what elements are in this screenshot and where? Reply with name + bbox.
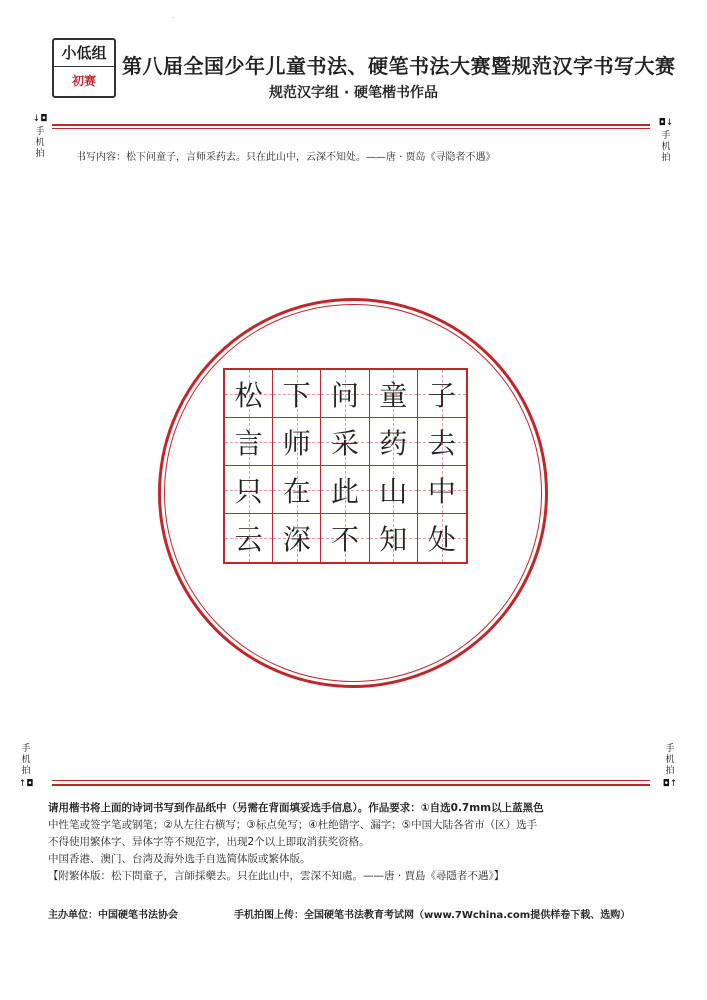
grid-cell: 云: [225, 514, 273, 562]
grid-cell: 处: [418, 514, 466, 562]
grid-cell: 药: [370, 418, 418, 466]
camera-icon: ◘: [40, 114, 48, 124]
grid-cell: 采: [321, 418, 369, 466]
grid-cell: 师: [273, 418, 321, 466]
bottom-rule: [52, 784, 650, 786]
grid-cell: 言: [225, 418, 273, 466]
page-subtitle: 规范汉字组 · 硬笔楷书作品: [268, 85, 439, 101]
grid-cell: 童: [370, 370, 418, 418]
group-level: 小低组: [54, 40, 114, 67]
grid-cell: 深: [273, 514, 321, 562]
photo-marker-bottom-left: 手机拍 ↑◘: [18, 744, 34, 789]
grid-cell: 去: [418, 418, 466, 466]
grid-cell: 只: [225, 466, 273, 514]
photo-marker-label: 手机拍: [21, 744, 31, 776]
grid-cell: 松: [225, 370, 273, 418]
photo-marker-label: 手机拍: [35, 127, 45, 159]
camera-icon: ◘: [658, 118, 666, 128]
photo-marker-label: 手机拍: [665, 744, 675, 776]
grid-cell: 下: [273, 370, 321, 418]
writing-content: 书写内容：松下问童子，言师采药去。只在此山中，云深不知处。——唐 · 贾岛《寻隐者不遇》: [76, 152, 496, 163]
page-title: 第八届全国少年儿童书法、硬笔书法大赛暨规范汉字书写大赛: [122, 54, 676, 78]
grid-cell: 在: [273, 466, 321, 514]
traditional-version: 【附繁体版：松下問童子，言師採藥去。只在此山中，雲深不知處。——唐 · 賈島《尋隱者不遇》】: [48, 870, 505, 882]
round-label: 初赛: [71, 74, 96, 88]
top-rule-thin: [52, 128, 650, 129]
requirements-block: [48, 800, 668, 885]
scan-mark: ′: [172, 16, 174, 24]
requirements-line: 请用楷书将上面的诗词书写到作品纸中（另需在背面填妥选手信息）。作品要求：①自选0.7mm以上蓝黑色: [48, 802, 544, 814]
bottom-rule-thin: [52, 780, 650, 781]
grid-cell: 问: [321, 370, 369, 418]
organizer: 主办单位：中国硬笔书法协会: [48, 910, 178, 921]
grid-cell: 山: [370, 466, 418, 514]
grid-cell: 知: [370, 514, 418, 562]
camera-icon: ◘: [26, 779, 34, 789]
photo-marker-top-right: ◘↓ 手机拍: [658, 118, 674, 163]
requirements-line: 中性笔或签字笔或钢笔；②从左往右横写；③标点免写；④杜绝错字、漏字；⑤中国大陆各省市（区）选手: [48, 819, 538, 831]
camera-icon: ◘: [662, 779, 670, 789]
photo-marker-bottom-right: 手机拍 ◘↑: [662, 744, 678, 789]
requirements-line: 中国香港、澳门、台湾及海外选手自选简体版或繁体版。: [48, 853, 311, 865]
requirements-line: 不得使用繁体字、异体字等不规范字，出现2个以上即取消获奖资格。: [48, 836, 370, 848]
top-rule: [52, 124, 650, 126]
grid-cell: 不: [321, 514, 369, 562]
grid-cell: 此: [321, 466, 369, 514]
photo-marker-top-left: ↓◘ 手机拍: [32, 114, 48, 159]
grid-cell: 子: [418, 370, 466, 418]
grid-cell: 中: [418, 466, 466, 514]
character-grid: [223, 368, 468, 564]
upload-info: 手机拍图上传：全国硬笔书法教育考试网（www.7Wchina.com提供样卷下载、选购）: [234, 910, 631, 921]
photo-marker-label: 手机拍: [661, 131, 671, 163]
